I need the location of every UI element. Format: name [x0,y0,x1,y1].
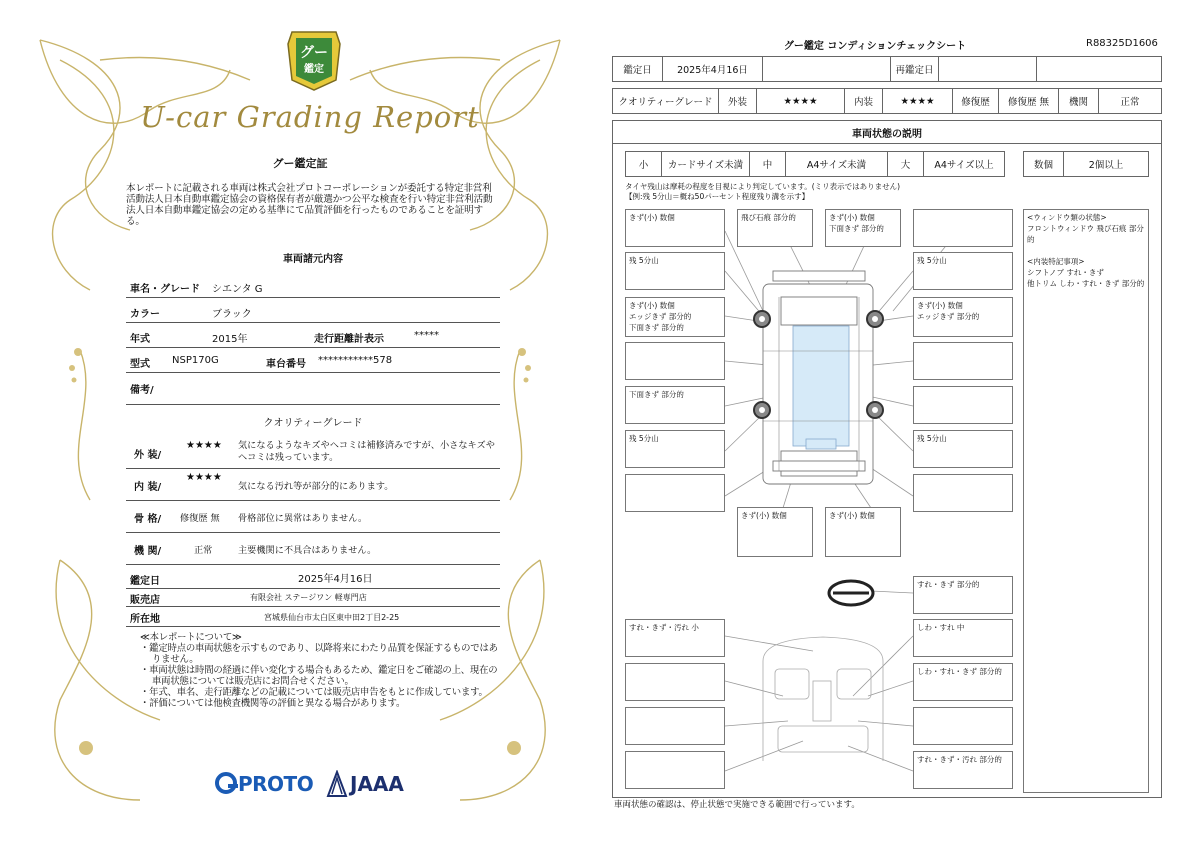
condition-heading: 車両状態の説明 [613,121,1161,144]
dealer-label: 販売店 [130,595,160,606]
note-item: ・鑑定時点の車両状態を示すものであり、以降将来にわたり品質を保証するものではありません。 [140,643,498,665]
exterior-grade: ★★★★ [186,440,222,451]
color-label: カラー [130,309,160,320]
ext-box-left-3: 下面きず 部分的 [625,386,725,424]
name-value: シエンタ G [212,284,263,295]
frame-grade: 修復歴 無 [180,513,220,524]
inspection-date-label: 鑑定日 [130,576,160,587]
quality-heading: クオリティーグレード [263,418,363,429]
notes-title: ≪本レポートについて≫ [140,632,242,643]
spec-row-name [126,272,500,298]
engine-label: 機関 [1059,89,1099,113]
remarks-label: 備考/ [130,385,154,396]
ext-box-right-4 [913,474,1013,512]
quality-grade-label: クオリティーグレード [613,89,719,113]
model-value: NSP170G [172,355,219,366]
inspection-date-value: 2025年4月16日 [298,574,373,585]
sheet-title: グー鑑定 コンディションチェックシート [783,41,967,52]
ext-label: 外装 [719,89,757,113]
badge-sub: 鑑定 [304,64,324,75]
ext-box-right-3 [913,386,1013,424]
legend-large: 大 [888,152,924,176]
spec-row-model [126,347,500,373]
legend-large-desc: A4サイズ以上 [934,160,994,171]
ext-box-front-left: きず(小) 数個 [625,209,725,247]
jaaa-mark-icon [326,770,348,802]
engine-value: 正常 [1120,97,1140,108]
quality-row-exterior [126,434,500,469]
badge-mark: グー [300,45,328,61]
ext-value: ★★★★ [757,89,845,113]
proto-logo-text: PROTO [238,772,314,796]
ext-box-rear-right: きず(小) 数個 [825,507,901,557]
note-item: ・評価については他検査機関等の評価と異なる場合があります。 [140,698,406,709]
interior-text: 気になる汚れ等が部分的にあります。 [238,481,394,492]
frame-text: 骨格部位に異常はありません。 [238,513,368,524]
sheet-id: R88325D1606 [1086,38,1158,49]
date-blank [763,57,891,81]
chassis-label: 車台番号 [266,359,306,370]
int-box-right-3 [913,707,1013,745]
date-label: 鑑定日 [613,57,663,81]
engine-label: 機 関/ [134,546,162,557]
ext-box-tire-fr: 残 5分山 [913,252,1013,290]
int-value: ★★★★ [883,89,953,113]
ext-box-left-2 [625,342,725,380]
proto-mark-icon [214,770,240,796]
ext-box-windshield: 飛び石痕 部分的 [737,209,813,247]
tire-note-1: タイヤ残山は摩耗の程度を目視により判定しています。(ミリ表示ではありません) [625,182,901,191]
exterior-label: 外 装/ [134,450,162,461]
reinspect-label: 再鑑定日 [891,57,939,81]
address-value: 宮城県仙台市太白区東中田2丁目2-25 [264,613,400,622]
report-title: U-car Grading Report [140,100,480,134]
condition-panel [612,120,1162,798]
int-box-steering: すれ・きず 部分的 [913,576,1013,614]
exterior-text: 気になるようなキズやヘコミは補修済みですが、小さなキズやヘコミは残っています。 [238,440,495,463]
note-item: ・年式、車名、走行距離などの記載については販売店申告をもとに作成しています。 [140,687,488,698]
ext-box-right-2 [913,342,1013,380]
ext-box-front-far [913,209,1013,247]
grade-row [612,88,1162,114]
spec-row-year [126,322,500,348]
certificate-heading: グー鑑定証 [272,157,328,170]
date-row [612,56,1162,82]
legend-count-desc: 2個以上 [1088,160,1124,171]
legend-mid-desc: A4サイズ未満 [786,152,888,176]
int-box-left-1: すれ・きず・汚れ 小 [625,619,725,657]
legend-count: 数個 [1024,152,1064,176]
dealer-row [126,588,500,607]
year-label: 年式 [130,334,150,345]
tire-note-2: 【例:残 5分山＝概ね50パーセント程度残り溝を示す】 [625,192,810,201]
int-label: 内装 [845,89,883,113]
address-label: 所在地 [130,614,160,625]
specs-heading: 車両諸元内容 [283,254,343,265]
inspection-date-row [126,566,500,589]
ext-box-left-4 [625,474,725,512]
certificate-intro: 本レポートに記載される車両は株式会社プロトコーポレーションが委託する特定非営利活動法人日本自動車鑑定協会の資格保有者が厳選かつ公平な検査を行い特定非営利活動法人日本自動車鑑定協会の定める基準にて品質評価を行ったものであることを証明する。 [126,183,493,227]
note-item: ・車両状態は時間の経過に伴い変化する場合もあるため、鑑定日をご確認の上、現在の車両状態については販売店にお問合せください。 [140,665,498,687]
legend-small: 小 [626,152,662,176]
ext-box-rear-left: きず(小) 数個 [737,507,813,557]
sheet-footer: 車両状態の確認は、停止状態で実施できる範囲で行っています。 [614,800,860,810]
report-notes [140,632,500,709]
ext-box-left-1: きず(小) 数個 エッジきず 部分的 下面きず 部分的 [625,297,725,337]
legend-small-desc: カードサイズ未満 [662,152,750,176]
date-value: 2025年4月16日 [663,57,763,81]
frame-label: 骨 格/ [134,514,162,525]
spec-row-remarks [126,372,500,405]
condition-check-sheet [600,0,1200,848]
year-value: 2015年 [212,334,248,345]
ext-box-front-right: きず(小) 数個 下面きず 部分的 [825,209,901,247]
engine-grade: 正常 [194,545,213,556]
mileage-label: 走行距離計表示 [314,334,384,345]
mileage-value: ***** [414,330,439,341]
window-interior-notes: <ウィンドウ類の状態> フロントウィンドウ 飛び石痕 部分的 <内装特記事項> シフトノブ すれ・きず 他トリム しわ・すれ・きず 部分的 [1023,209,1149,793]
reinspect-value [939,57,1037,81]
address-row [126,606,500,627]
ext-box-right-1: きず(小) 数個 エッジきず 部分的 [913,297,1013,337]
spec-row-color [126,297,500,323]
goo-badge [286,30,342,92]
interior-grade: ★★★★ [186,472,222,483]
chassis-value: ***********578 [318,355,393,366]
int-box-right-4: すれ・きず・汚れ 部分的 [913,751,1013,789]
model-label: 型式 [130,359,150,370]
quality-row-engine [126,532,500,565]
int-box-right-1: しわ・すれ 中 [913,619,1013,657]
engine-text: 主要機関に不具合はありません。 [238,545,377,556]
repair-value: 修復歴 無 [999,89,1059,113]
color-value: ブラック [212,309,252,320]
repair-label: 修復歴 [953,89,999,113]
ext-box-tire-rl: 残 5分山 [625,430,725,468]
ext-box-tire-rr: 残 5分山 [913,430,1013,468]
int-box-left-4 [625,751,725,789]
jaaa-logo-text: JAAA [350,772,404,796]
name-label: 車名・グレード [130,284,200,295]
ext-box-tire-fl: 残 5分山 [625,252,725,290]
quality-row-frame [126,500,500,533]
int-box-left-2 [625,663,725,701]
interior-label: 内 装/ [134,482,162,493]
proto-logo [214,770,240,800]
legend-mid: 中 [750,152,786,176]
dealer-value: 有限会社 ステージワン 軽専門店 [250,593,367,602]
quality-row-interior [126,468,500,501]
int-box-left-3 [625,707,725,745]
int-box-right-2: しわ・すれ・きず 部分的 [913,663,1013,701]
